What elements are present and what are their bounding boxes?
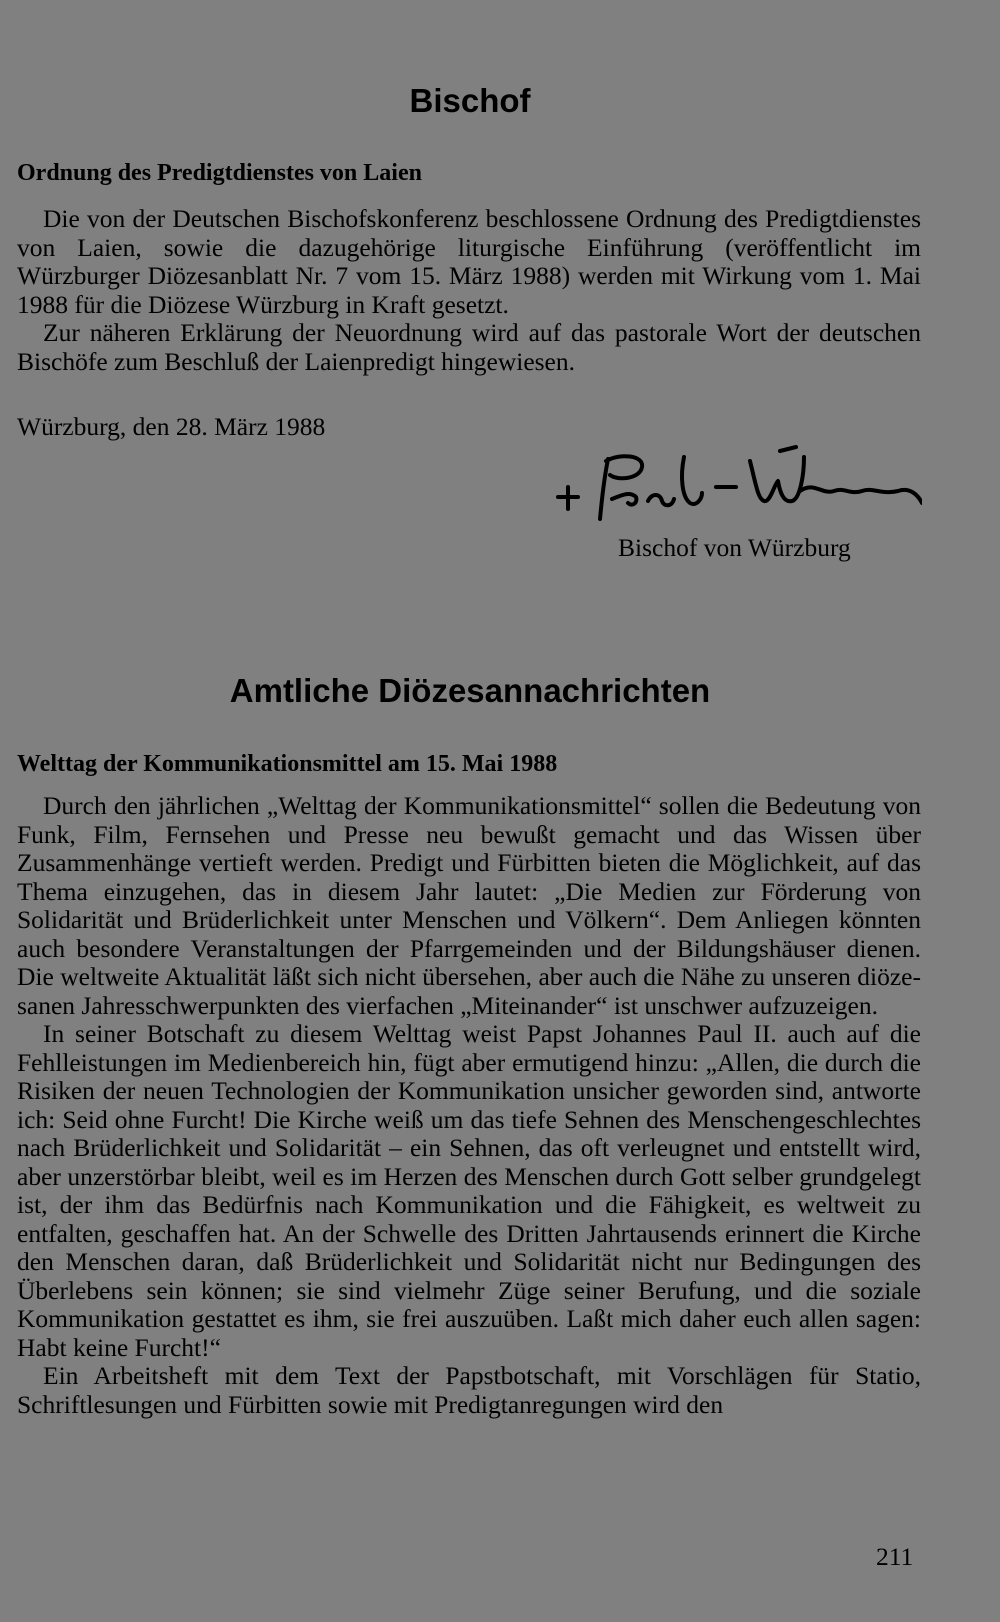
page-number: 211	[876, 1542, 914, 1571]
paragraph-arbeitsheft: Ein Arbeitsheft mit dem Text der Papstbotschaft, mit Vorschlägen für Statio, Schriftlesungen und Fürbitten sowie mit Predigtanregungen wird den	[17, 1361, 921, 1419]
section1-body	[17, 205, 921, 376]
paragraph-welttag: Durch den jährlichen „Welttag der Kommunikationsmittel“ sollen die Bedeutung von Funk, Film, Fernsehen und Presse neu bewußt gemacht und das Wissen über Zusammenhänge vertieft werden. Predigt und Fürbitten bieten die Möglichkeit, auf das Thema einzugehen, das in diesem Jahr lautet: „Die Medien zur Förderung von Solidarität und Brüderlichkeit unter Menschen und Völkern“. Dem Anliegen könnten auch besondere Veranstaltungen der Pfarrgemeinden und der Bildungshäuser dienen. Die weltweite Aktualität läßt sich nicht übersehen, aber auch die Nähe zu unseren diözesanen Jahresschwerpunkten des vierfachen „Miteinander“ ist unschwer aufzuzeigen.	[17, 791, 921, 1020]
place-date: Würzburg, den 28. März 1988	[17, 412, 326, 441]
heading-predigtdienst: Ordnung des Predigtdienstes von Laien	[17, 160, 422, 186]
signature-image	[552, 445, 922, 525]
heading-welttag: Welttag der Kommunikationsmittel am 15. Mai 1988	[17, 751, 558, 777]
signer-title: Bischof von Würzburg	[618, 533, 851, 562]
paragraph-ordnung: Die von der Deutschen Bischofskonferenz beschlossene Ordnung des Predigtdienstes von Laien, sowie die dazugehörige liturgische Einführung (veröffentlicht im Würzburger Diözesanblatt Nr. 7 vom 15. März 1988) werden mit Wirkung vom 1. Mai 1988 für die Diözese Würzburg in Kraft gesetzt.	[17, 204, 921, 319]
paragraph-erklaerung: Zur näheren Erklärung der Neuordnung wird auf das pastorale Wort der deutschen Bischöfe zum Beschluß der Laienpredigt hingewiesen.	[17, 318, 921, 376]
section-title-bischof: Bischof	[409, 82, 531, 119]
section-title-amtliche: Amtliche Diözesannachrichten	[229, 672, 711, 709]
section2-body	[17, 792, 921, 1419]
paragraph-botschaft: In seiner Botschaft zu diesem Welttag weist Papst Johannes Paul II. auch auf die Fehlleistungen im Medienbereich hin, fügt aber ermutigend hinzu: „Allen, die durch die Risiken der neuen Technologien der Kommunikation unsicher geworden sind, antworte ich: Seid ohne Furcht! Die Kirche weiß um das tiefe Sehnen des Menschengeschlechtes nach Brüderlichkeit und Solidarität – ein Sehnen, das oft verleugnet und entstellt wird, aber unzerstörbar bleibt, weil es im Herzen des Menschen durch Gott selber grundgelegt ist, der ihm das Bedürfnis nach Kommunikation und die Fähigkeit, es weltweit zu entfalten, geschaffen hat. An der Schwelle des Dritten Jahrtausends erinnert die Kirche den Menschen daran, daß Brüderlichkeit und Solidarität nicht nur Bedingungen des Überlebens sein können; sie sind vielmehr Züge seiner Berufung, und die soziale Kommunikation gestattet es ihm, sie frei auszuüben. Laßt mich daher euch allen sagen: Habt keine Furcht!“	[17, 1019, 921, 1362]
